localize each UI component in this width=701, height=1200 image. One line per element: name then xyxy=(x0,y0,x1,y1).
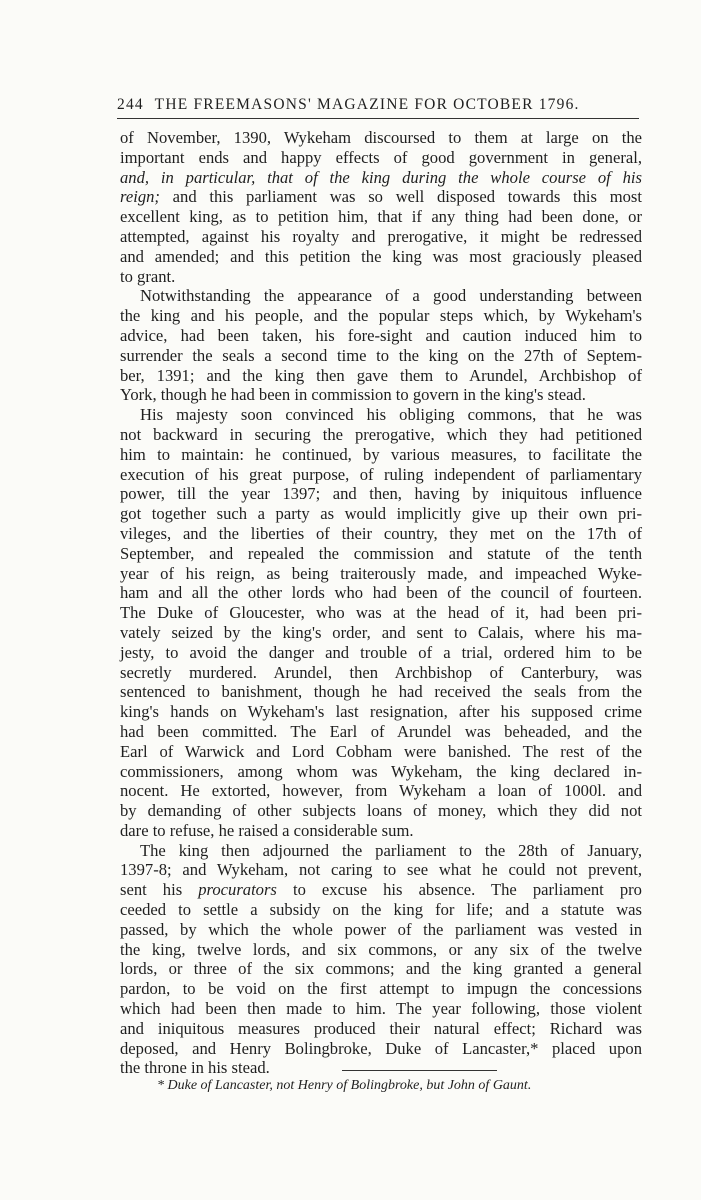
page-number: 244 xyxy=(117,96,144,113)
page-header xyxy=(117,96,642,114)
text-line: ham and all the other lords who had been of the council of fourteen. xyxy=(120,583,642,603)
text-line: deposed, and Henry Bolingbroke, Duke of Lancaster,* placed upon xyxy=(120,1038,642,1058)
text-line: to grant. xyxy=(120,266,176,286)
text-line: the king, twelve lords, and six commons, or any six of the twelve xyxy=(120,939,642,959)
text-line: pardon, to be void on the first attempt to impugn the concessions xyxy=(120,979,642,999)
italic-text: and, in particular, that of the king during the whole course of his xyxy=(120,167,642,187)
text-line: surrender the seals a second time to the king on the 27th of Septem- xyxy=(120,345,642,365)
text-line: vileges, and the liberties of their country, they met on the 17th of xyxy=(120,523,642,543)
article-body xyxy=(120,128,642,1078)
text-line xyxy=(120,168,642,188)
text-line: which had been then made to him. The year following, those violent xyxy=(120,999,642,1019)
text-line: not backward in securing the prerogative, which they had petitioned xyxy=(120,424,642,444)
text-segment: sent his xyxy=(120,880,199,900)
italic-text: procurators xyxy=(198,880,277,900)
text-line: Earl of Warwick and Lord Cobham were banished. The rest of the xyxy=(120,741,642,761)
footnote-separator xyxy=(342,1070,497,1071)
text-line: attempted, against his royalty and prerogative, it might be redressed xyxy=(120,226,642,246)
text-line: The Duke of Gloucester, who was at the head of it, had been pri- xyxy=(120,603,642,623)
text-line: advice, had been taken, his fore-sight and caution induced him to xyxy=(120,325,642,345)
text-line: year of his reign, as being traiterously made, and impeached Wyke- xyxy=(120,563,642,583)
text-line: execution of his great purpose, of ruling independent of parliamentary xyxy=(120,464,642,484)
text-line: 1397-8; and Wykeham, not caring to see what he could not prevent, xyxy=(120,860,642,880)
italic-text: reign; xyxy=(120,187,160,207)
text-line: ceeded to settle a subsidy on the king for life; and a statute was xyxy=(120,900,642,920)
text-line: king's hands on Wykeham's last resignation, after his supposed crime xyxy=(120,702,642,722)
text-line: of November, 1390, Wykeham discoursed to them at large on the xyxy=(120,128,642,147)
text-line: commissioners, among whom was Wykeham, the king declared in- xyxy=(120,761,642,781)
text-line: power, till the year 1397; and then, having by iniquitous influence xyxy=(120,484,642,504)
text-line: September, and repealed the commission and statute of the tenth xyxy=(120,543,642,563)
text-segment: to excuse his absence. The parliament pro xyxy=(276,880,642,900)
text-line: him to maintain: he continued, by various measures, to facilitate the xyxy=(120,444,642,464)
text-line xyxy=(120,187,642,207)
text-line: passed, by which the whole power of the parliament was vested in xyxy=(120,919,642,939)
text-line: important ends and happy effects of good government in general, xyxy=(120,147,642,167)
text-segment: and this parliament was so well disposed towards this most xyxy=(159,187,642,207)
text-line: excellent king, as to petition him, that if any thing had been done, or xyxy=(120,207,642,227)
text-line: by demanding of other subjects loans of money, which they did not xyxy=(120,801,642,821)
text-line: secretly murdered. Arundel, then Archbishop of Canterbury, was xyxy=(120,662,642,682)
text-line: The king then adjourned the parliament to the 28th of January, xyxy=(140,840,642,860)
footnote: * Duke of Lancaster, not Henry of Bolingbroke, but John of Gaunt. xyxy=(157,1078,532,1093)
text-line xyxy=(120,880,642,900)
text-line: Notwithstanding the appearance of a good understanding between xyxy=(140,286,642,306)
text-line: His majesty soon convinced his obliging commons, that he was xyxy=(140,405,642,425)
text-line: nocent. He extorted, however, from Wykeham a loan of 1000l. and xyxy=(120,781,642,801)
text-line: jesty, to avoid the danger and trouble of a trial, ordered him to be xyxy=(120,642,642,662)
text-line: and iniquitous measures produced their natural effect; Richard was xyxy=(120,1018,642,1038)
text-line: the throne in his stead. xyxy=(120,1058,270,1078)
text-line: sentenced to banishment, though he had received the seals from the xyxy=(120,682,642,702)
header-rule xyxy=(117,118,639,119)
text-line: and amended; and this petition the king was most graciously pleased xyxy=(120,246,642,266)
running-title: THE FREEMASONS' MAGAZINE FOR OCTOBER 1796. xyxy=(154,96,580,113)
text-line: York, though he had been in commission to govern in the king's stead. xyxy=(120,385,586,405)
text-line: lords, or three of the six commons; and the king granted a general xyxy=(120,959,642,979)
text-line: the king and his people, and the popular steps which, by Wykeham's xyxy=(120,306,642,326)
text-line: dare to refuse, he raised a considerable sum. xyxy=(120,820,414,840)
text-line: ber, 1391; and the king then gave them to Arundel, Archbishop of xyxy=(120,365,642,385)
text-line: vately seized by the king's order, and sent to Calais, where his ma- xyxy=(120,622,642,642)
text-line: got together such a party as would implicitly give up their own pri- xyxy=(120,504,642,524)
text-line: had been committed. The Earl of Arundel was beheaded, and the xyxy=(120,721,642,741)
